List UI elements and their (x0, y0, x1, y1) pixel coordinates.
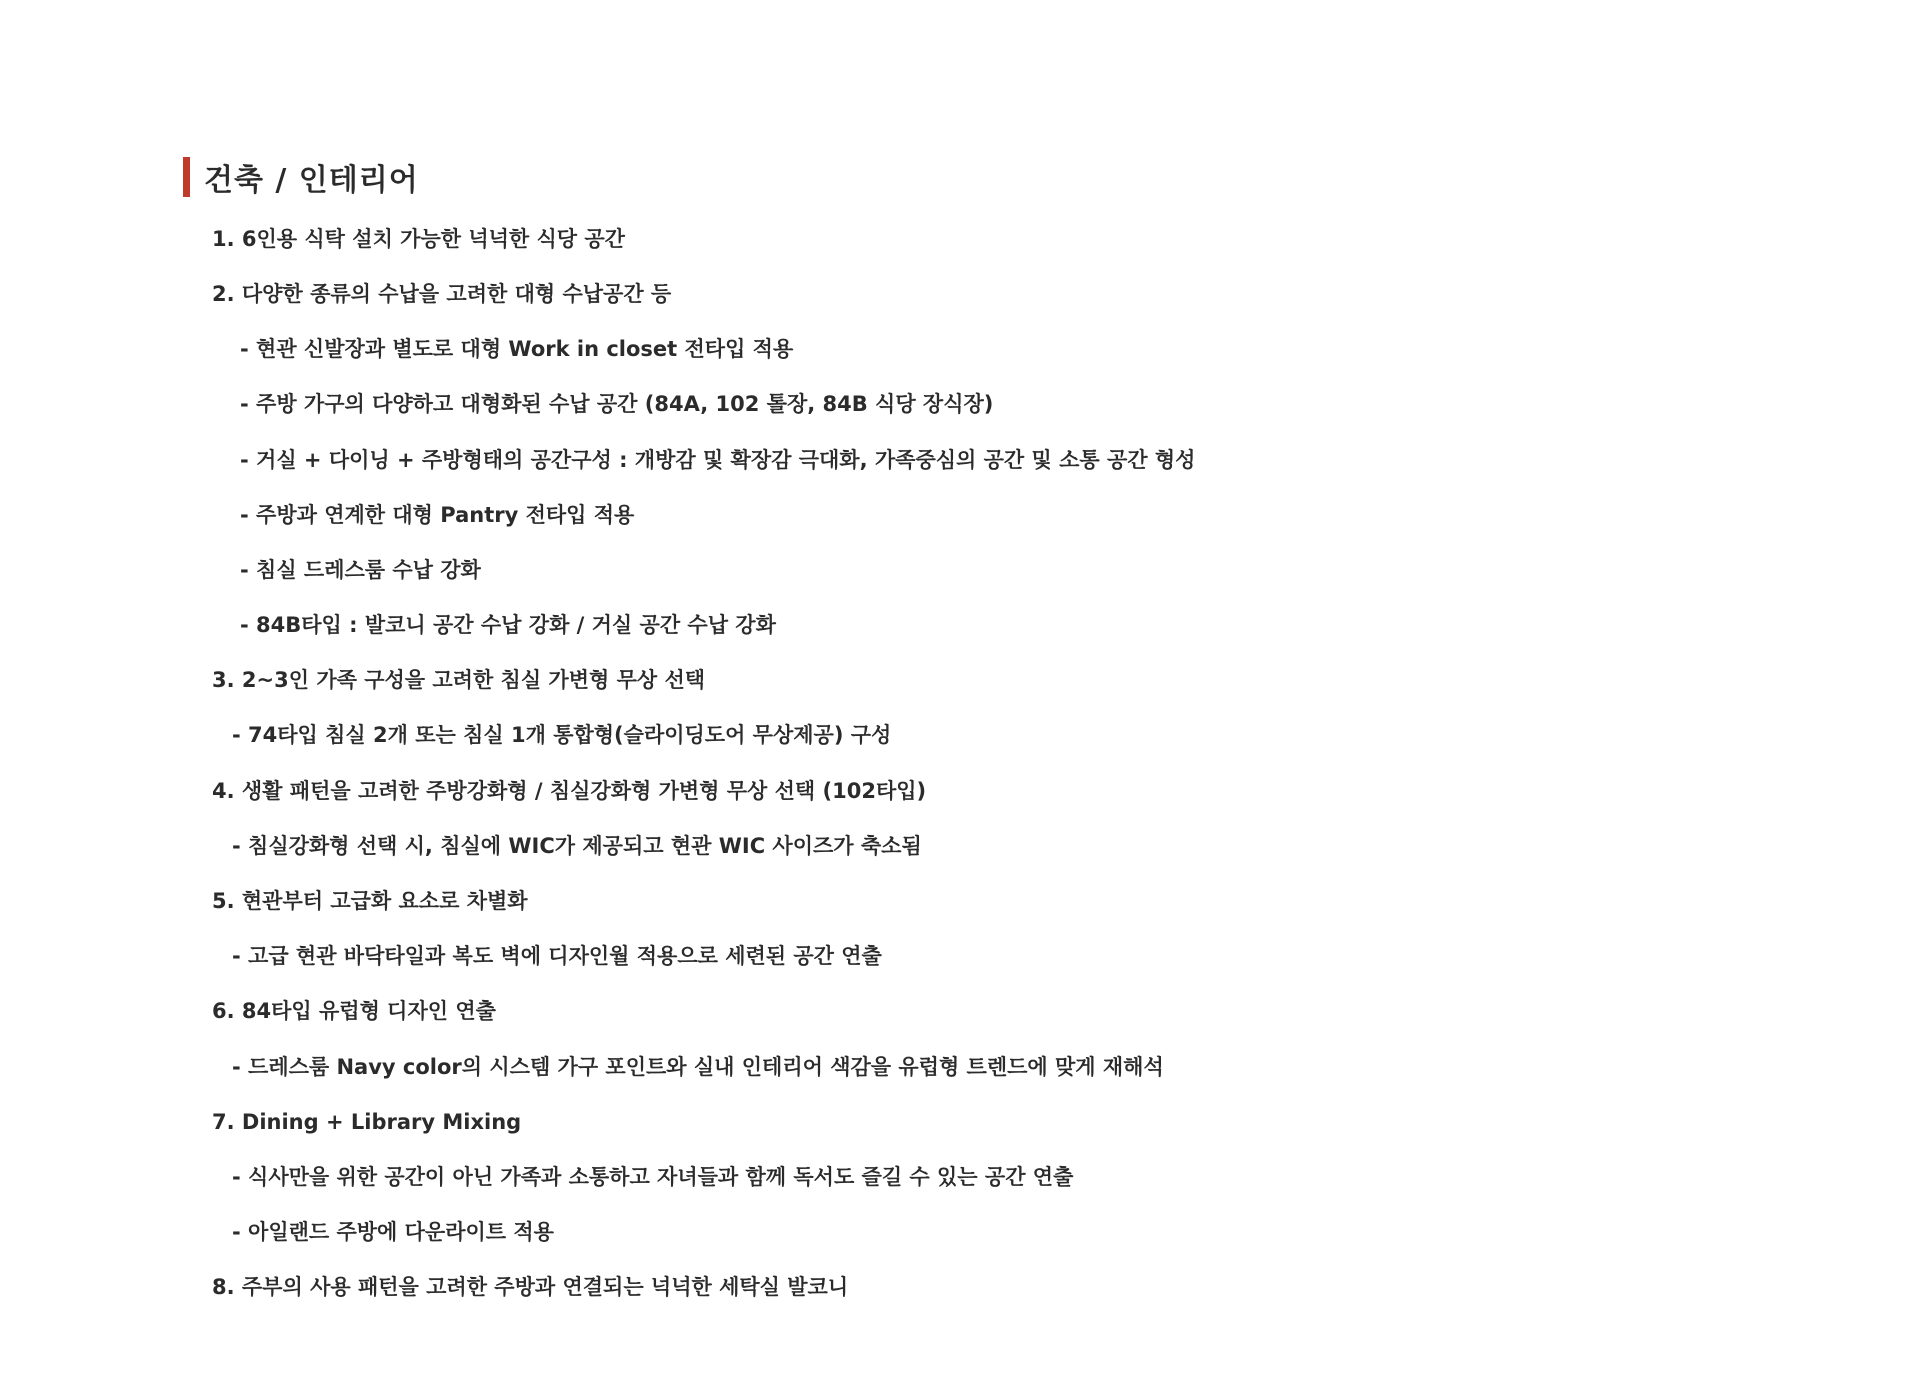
list-item-7: 7. Dining + Library Mixing (212, 1110, 522, 1134)
sub-item: - 현관 신발장과 별도로 대형 Work in closet 전타입 적용 (240, 337, 794, 361)
sub-item: - 드레스룸 Navy color의 시스템 가구 포인트와 실내 인테리어 색감을 유럽형 트렌드에 맞게 재해석 (232, 1055, 1164, 1079)
list-item-4: 4. 생활 패턴을 고려한 주방강화형 / 침실강화형 가변형 무상 선택 (102타입) (212, 779, 927, 803)
list-item-5: 5. 현관부터 고급화 요소로 차별화 (212, 889, 528, 913)
sub-item: - 아일랜드 주방에 다운라이트 적용 (232, 1220, 554, 1244)
section-heading (183, 156, 419, 198)
sub-item: - 침실 드레스룸 수납 강화 (240, 558, 481, 582)
sub-item: - 식사만을 위한 공간이 아닌 가족과 소통하고 자녀들과 함께 독서도 즐길 수 있는 공간 연출 (232, 1165, 1074, 1189)
heading-accent-bar (183, 157, 190, 197)
list-item-6: 6. 84타입 유럽형 디자인 연출 (212, 999, 496, 1023)
sub-item: - 84B타입 : 발코니 공간 수납 강화 / 거실 공간 수납 강화 (240, 613, 776, 637)
sub-item: - 74타입 침실 2개 또는 침실 1개 통합형(슬라이딩도어 무상제공) 구성 (232, 723, 892, 747)
sub-item: - 고급 현관 바닥타일과 복도 벽에 디자인월 적용으로 세련된 공간 연출 (232, 944, 882, 968)
sub-item: - 주방과 연계한 대형 Pantry 전타입 적용 (240, 503, 635, 527)
sub-item: - 거실 + 다이닝 + 주방형태의 공간구성 : 개방감 및 확장감 극대화, 가족중심의 공간 및 소통 공간 형성 (240, 448, 1196, 472)
list-item-1: 1. 6인용 식탁 설치 가능한 넉넉한 식당 공간 (212, 227, 625, 251)
list-item-3: 3. 2~3인 가족 구성을 고려한 침실 가변형 무상 선택 (212, 668, 706, 692)
sub-item: - 주방 가구의 다양하고 대형화된 수납 공간 (84A, 102 톨장, 84B 식당 장식장) (240, 392, 994, 416)
section-title: 건축 / 인테리어 (204, 163, 419, 198)
list-item-2: 2. 다양한 종류의 수납을 고려한 대형 수납공간 등 (212, 282, 672, 306)
sub-item: - 침실강화형 선택 시, 침실에 WIC가 제공되고 현관 WIC 사이즈가 축소됨 (232, 834, 922, 858)
list-item-8: 8. 주부의 사용 패턴을 고려한 주방과 연결되는 넉넉한 세탁실 발코니 (212, 1275, 849, 1299)
